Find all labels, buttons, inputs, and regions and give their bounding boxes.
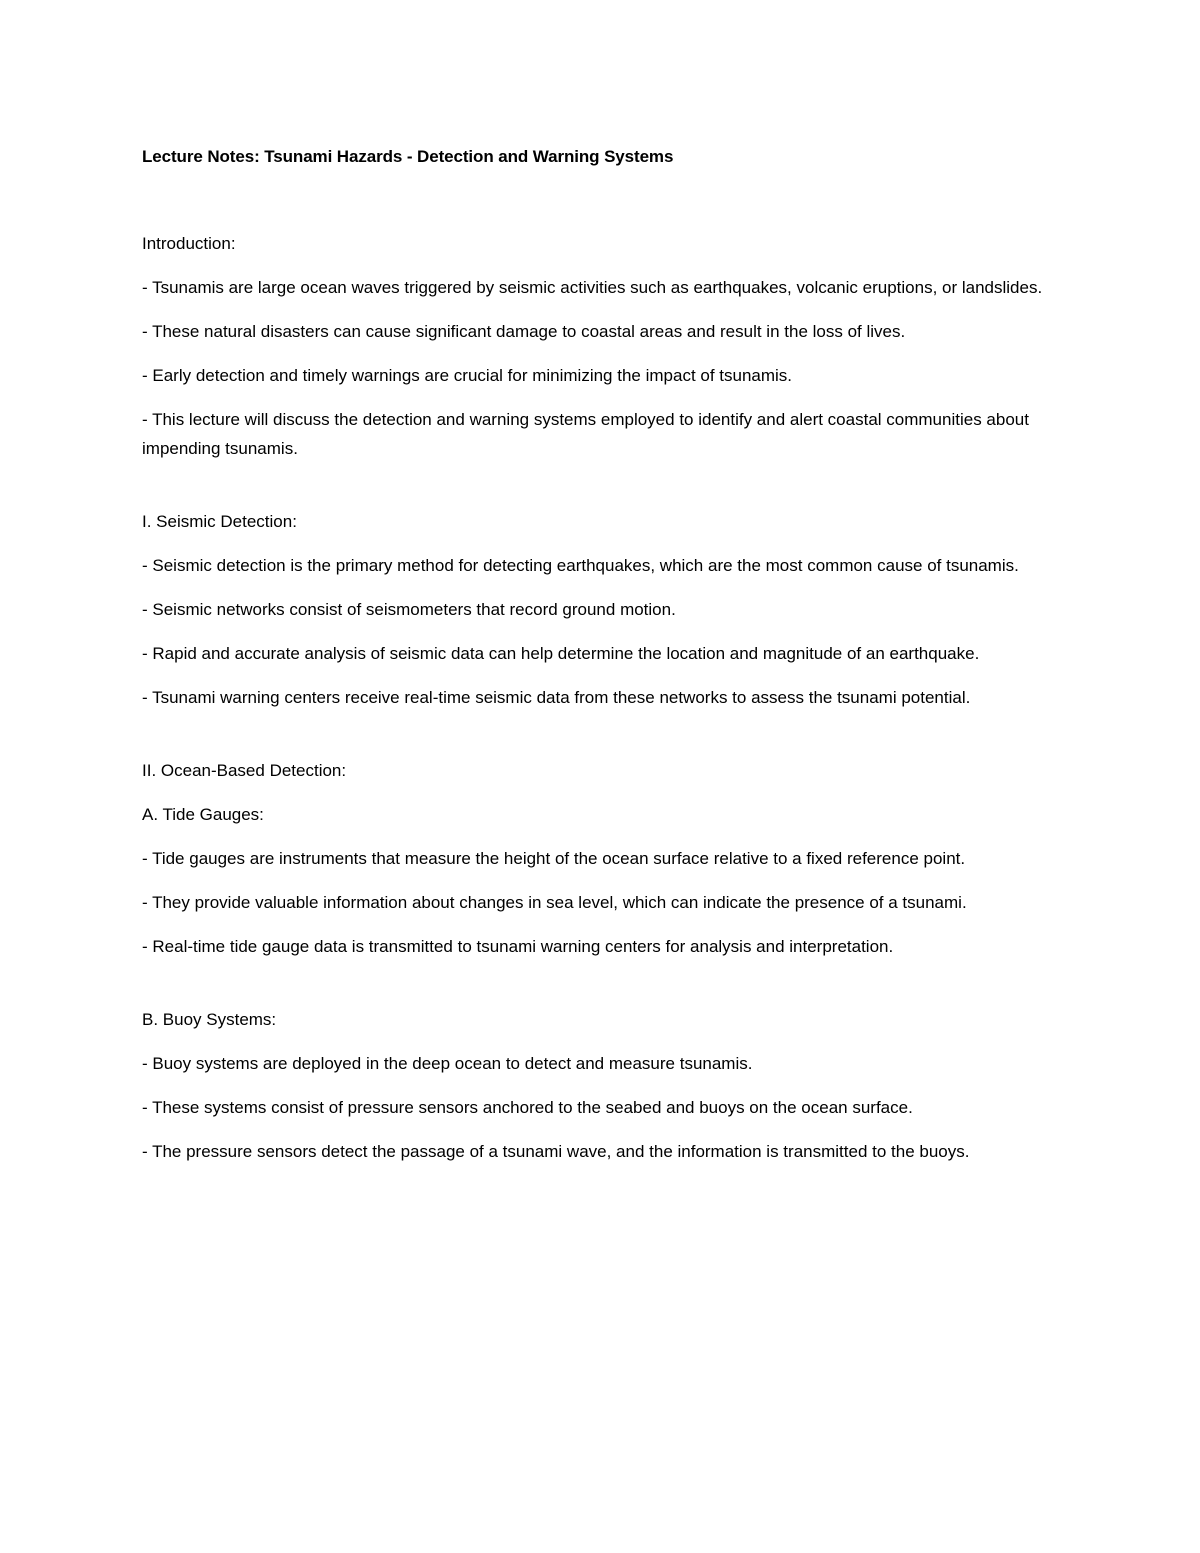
subsection-heading-tide-gauges: A. Tide Gauges:	[142, 805, 264, 824]
intro-bullet-3: - Early detection and timely warnings are crucial for minimizing the impact of tsunamis.	[142, 366, 793, 385]
section-heading-ocean: II. Ocean-Based Detection:	[142, 761, 347, 780]
tide-bullet-1: - Tide gauges are instruments that measure the height of the ocean surface relative to a fixed reference point.	[142, 849, 966, 868]
tide-bullet-2: - They provide valuable information about changes in sea level, which can indicate the presence of a tsunami.	[142, 893, 967, 912]
seismic-bullet-2: - Seismic networks consist of seismometers that record ground motion.	[142, 600, 676, 619]
buoy-bullet-2: - These systems consist of pressure sensors anchored to the seabed and buoys on the ocean surface.	[142, 1098, 913, 1117]
intro-bullet-2: - These natural disasters can cause significant damage to coastal areas and result in the loss of lives.	[142, 322, 906, 341]
seismic-bullet-1: - Seismic detection is the primary method for detecting earthquakes, which are the most common cause of tsunamis.	[142, 556, 1019, 575]
section-heading-introduction: Introduction:	[142, 234, 236, 253]
subsection-heading-buoy-systems: B. Buoy Systems:	[142, 1010, 277, 1029]
seismic-bullet-3: - Rapid and accurate analysis of seismic data can help determine the location and magnitude of an earthquake.	[142, 644, 980, 663]
tide-bullet-3: - Real-time tide gauge data is transmitted to tsunami warning centers for analysis and interpretation.	[142, 937, 894, 956]
intro-bullet-1: - Tsunamis are large ocean waves triggered by seismic activities such as earthquakes, volcanic eruptions, or landslides.	[142, 278, 1043, 297]
section-heading-seismic: I. Seismic Detection:	[142, 512, 297, 531]
document-body	[142, 143, 1062, 1166]
seismic-bullet-4: - Tsunami warning centers receive real-time seismic data from these networks to assess the tsunami potential.	[142, 688, 971, 707]
intro-bullet-4: - This lecture will discuss the detection and warning systems employed to identify and alert coastal communities about impending tsunamis.	[142, 410, 1029, 458]
buoy-bullet-1: - Buoy systems are deployed in the deep ocean to detect and measure tsunamis.	[142, 1054, 753, 1073]
buoy-bullet-3: - The pressure sensors detect the passage of a tsunami wave, and the information is transmitted to the buoys.	[142, 1142, 970, 1161]
document-title: Lecture Notes: Tsunami Hazards - Detection and Warning Systems	[142, 147, 674, 166]
